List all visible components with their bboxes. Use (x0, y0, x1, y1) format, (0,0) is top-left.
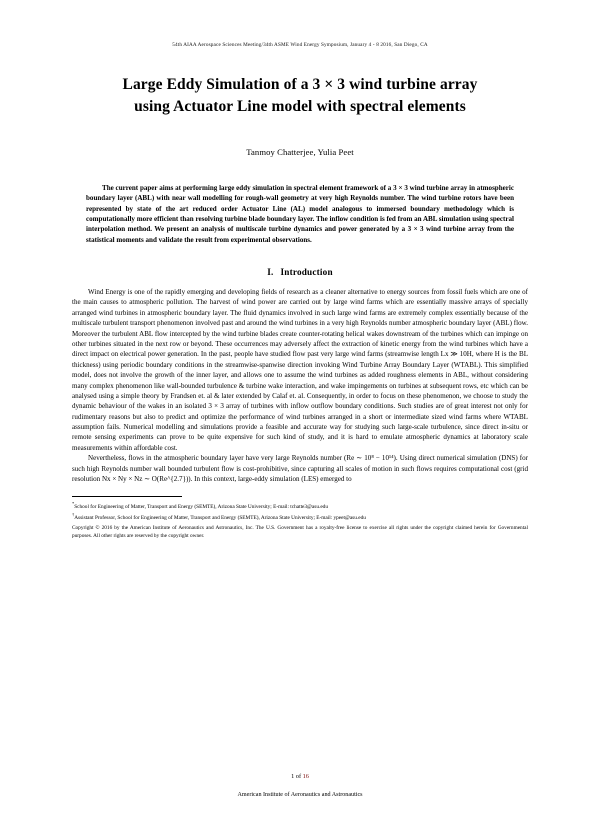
footnote-list (72, 501, 528, 522)
paragraph-intro-1 (72, 287, 528, 453)
footer-organization: American Institute of Aeronautics and Astronautics (237, 792, 363, 798)
paper-page (0, 42, 600, 818)
section-number: I. (267, 267, 274, 277)
body-text (72, 287, 528, 484)
author-names: Tanmoy Chatterjee, Yulia Peet (246, 146, 354, 157)
paragraph-intro-1-text: Wind Energy is one of the rapidly emerging and developing fields of research as a cleaner alternative to energy sources from fossil fuels which are one of the main causes to atmospheric pollution. The harvest of wind power are carried out by large wind farms which are essentially massive arrays of specially arranged wind turbines in atmospheric boundary layer. The fluid dynamics involved in such large wind farms are extremely complex essentially because of the multiscale turbulent transport phenomenon involved past and around the wind turbines in a very high Reynolds number atmospheric boundary layer (ABL) flow. Moreover the turbulent ABL flow intercepted by the wind turbine blades create counter-rotating helical wakes downstream of the turbines which can impinge on other turbines situated in the next row or beyond. These occurrences may adversely affect the extraction of kinetic energy from the wind turbines which have a direct impact on electrical power generation. In the past, people have studied flow past very large wind farms (streamwise length Lx ≫ 10H, where H is the BL thickness) using periodic boundary conditions in the streamwise-spanwise direction invoking Wind Turbine Array Boundary Layer (WTABL). This simplified model, does not involve the growth of the inner layer, and allows one to assume the wind turbines as added roughness elements in ABL, without considering many complex phenomenon like wall-bounded turbulence & turbine wake interaction, and wake impingements on turbines at subsequent rows, etc which can be analysed using a simple theory by Frandsen et. al & later extended by Calaf et. al. Consequently, in order to focus on these phenomenon, we choose to study the dynamic behaviour of the wakes in an isolated 3 × 3 array of turbines with inflow outflow boundary conditions. Such studies are of great interest not only for rudimentary reasons but also to predict and optimize the performance of wind turbines arranged in a short or intermediate sized wind farms where WTABL assumption fails. Numerical modelling and simulations provide a feasible and accurate way for studying such large-scale turbulence, since direct in-situ or remote sensing experiments can prove to be quite expensive for such kind of study, and it is hard to emulate atmospheric dynamics at laboratory scale measurements within affordable cost. (72, 288, 528, 452)
page-number (0, 773, 600, 780)
section-title: Introduction (280, 267, 333, 277)
abstract (72, 183, 528, 245)
title-line-1: Large Eddy Simulation of a 3 × 3 wind turbine array (122, 76, 478, 93)
conference-header: 54th AIAA Aerospace Sciences Meeting/34th ASME Wind Energy Symposium, January 4 - 8 2016, San Diego, CA (172, 42, 428, 48)
page-title (72, 74, 528, 119)
page-number-prefix: 1 of (291, 773, 303, 780)
paragraph-intro-2-text: Nevertheless, flows in the atmospheric boundary layer have very large Reynolds number (Re ∼ 10⁸ − 10¹⁴). Using direct numerical simulation (DNS) for such high Reynolds number wall bounded turbulent flow is cost-prohibitive, since capturing all scales of motion in such flows requires computational cost (grid resolution Nx × Ny × Nz ∼ O(Re^{2.7})). In this context, large-eddy simulation (LES) emerged to (72, 454, 528, 484)
footnote-text: Assistant Professor, School for Engineering of Matter, Transport and Energy (SEMTE), Arizona State University; E-mail: ypeet@asu.edu (74, 514, 366, 521)
footnote-marker: * (72, 501, 75, 507)
footnote-divider (72, 496, 182, 497)
section-heading (72, 267, 528, 277)
footnote-item (72, 501, 528, 511)
author-list (72, 147, 528, 157)
title-line-2: using Actuator Line model with spectral elements (134, 98, 466, 116)
paragraph-intro-2 (72, 453, 528, 484)
footnote-text: School for Engineering of Matter, Transport and Energy (SEMTE), Arizona State University; E-mail: tchatte3@asu.edu (74, 504, 328, 511)
copyright-notice: Copyright © 2016 by the American Institute of Aeronautics and Astronautics, Inc. The U.S. Government has a royalty-free license to exercise all rights under the copyright claimed herein for Governmental purposes. All other rights are reserved by the copyright owner. (72, 525, 528, 539)
abstract-text: The current paper aims at performing large eddy simulation in spectral element framework of a 3 × 3 wind turbine array in atmospheric boundary layer (ABL) with near wall modelling for rough-wall geometry at very high Reynolds number. The wind turbine rotors have been represented by state of the art reduced order Actuator Line (AL) model analogous to immersed boundary methodology which is computationally more efficient than resolving turbine blade boundary layer. The inflow condition is fed from an ABL simulation using spectral interpolation method. We present an analysis of multiscale turbine dynamics and power generated by a 3 × 3 wind turbine array from the statistical moments and validate the result from experimental observations. (86, 183, 514, 244)
footnote-item (72, 512, 528, 522)
footnote-marker: † (72, 512, 75, 518)
page-total-link[interactable]: 16 (302, 773, 309, 780)
